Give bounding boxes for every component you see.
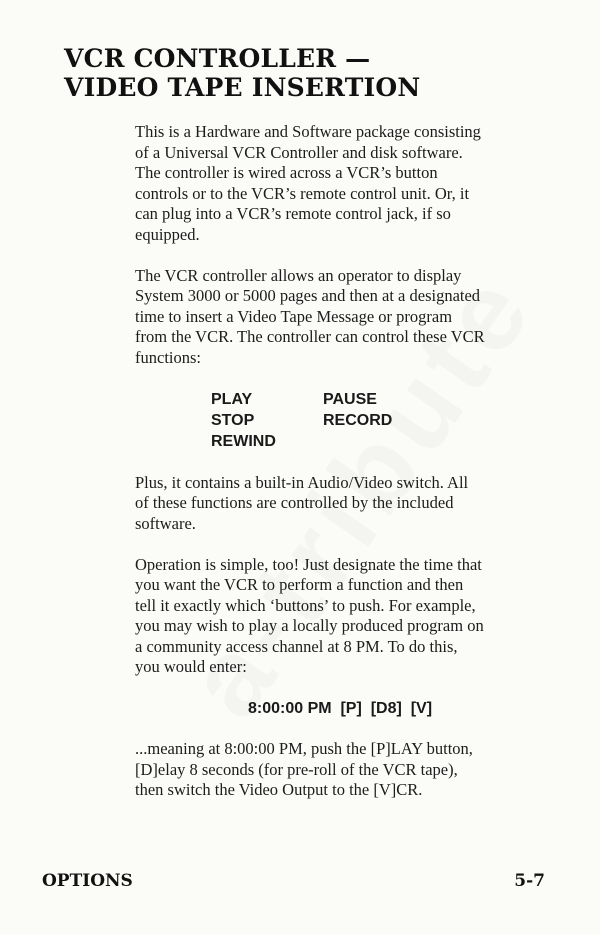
text-line: of a Universal VCR Controller and disk software. [135, 142, 463, 162]
text-line: can plug into a VCR’s remote control jack, if so [135, 204, 451, 223]
text-line: equipped. [135, 224, 200, 244]
function-pause: PAUSE [323, 390, 377, 408]
page-number: 5-7 [514, 871, 545, 891]
paragraph-functions-intro [135, 266, 545, 369]
paragraph-operation [135, 555, 545, 678]
text-line: functions: [135, 347, 201, 367]
text-line: time to insert a Video Tape Message or program [135, 306, 453, 326]
function-play: PLAY [211, 390, 253, 408]
text-line: a community access channel at 8 PM. To do this, [135, 636, 458, 656]
paragraph-switch [135, 473, 545, 535]
title-line: VIDEO TAPE INSERTION [64, 73, 421, 102]
title-line: VCR CONTROLLER — [64, 44, 371, 73]
function-record: RECORD [323, 411, 393, 429]
text-line: then switch the Video Output to the [V]CR. [135, 780, 423, 799]
text-line: you may wish to play a locally produced program on [135, 616, 484, 635]
footer-section: OPTIONS [42, 871, 133, 891]
paragraph-intro [135, 122, 545, 245]
text-line: software. [135, 513, 196, 533]
text-line: you would enter: [135, 657, 247, 676]
text-line: Plus, it contains a built-in Audio/Video switch. All [135, 472, 469, 492]
text-line: from the VCR. The controller can control these VCR [135, 327, 485, 346]
function-stop: STOP [211, 411, 255, 429]
text-line: of these functions are controlled by the included [135, 493, 454, 512]
page-title [64, 44, 420, 102]
function-list [135, 389, 545, 452]
text-line: System 3000 or 5000 pages and then at a designated [135, 286, 481, 305]
command-example: 8:00:00 PM [P] [D8] [V] [247, 700, 433, 717]
body-text [135, 122, 545, 821]
text-line: tell it exactly which ‘buttons’ to push. For example, [135, 595, 476, 615]
text-line: you want the VCR to perform a function and then [135, 575, 464, 594]
paragraph-meaning [135, 739, 545, 801]
text-line: controls or to the VCR’s remote control unit. Or, it [135, 183, 470, 203]
text-line: This is a Hardware and Software package consisting [135, 122, 481, 141]
text-line: Operation is simple, too! Just designate the time that [135, 554, 482, 574]
text-line: ...meaning at 8:00:00 PM, push the [P]LAY button, [135, 739, 473, 758]
text-line: [D]elay 8 seconds (for pre-roll of the VCR tape), [135, 759, 458, 779]
text-line: The VCR controller allows an operator to display [135, 265, 462, 285]
function-rewind: REWIND [211, 432, 276, 450]
text-line: The controller is wired across a VCR’s button [135, 163, 438, 182]
